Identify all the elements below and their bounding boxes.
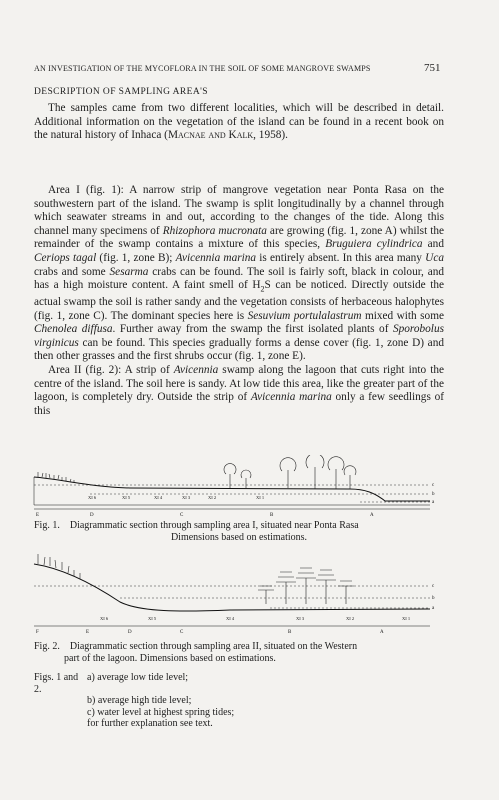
sample-label: XI 5 (122, 495, 131, 500)
zone-label: F (36, 630, 39, 635)
figure-2-label: Fig. 2. (34, 641, 60, 652)
sample-label: XI 6 (88, 495, 97, 500)
level-label-b: b (432, 492, 435, 497)
section-heading: DESCRIPTION OF SAMPLING AREA'S (34, 87, 208, 97)
sample-label: XI 3 (296, 616, 305, 621)
level-label-c: c (432, 584, 435, 589)
zone-label: A (370, 513, 374, 518)
figure-1-label: Fig. 1. (34, 520, 60, 531)
legend-item-a: a) average low tide level; (87, 672, 189, 683)
soil-surface (34, 564, 430, 611)
zone-label: D (128, 630, 132, 635)
figure-2-diagram (30, 540, 450, 638)
legend-item-b: b) average high tide level; (87, 695, 192, 706)
level-label-a: a (432, 606, 435, 611)
zone-label: A (380, 630, 384, 635)
figure-1-caption: Fig. 1. Diagrammatic section through sampling area I, situated near Ponta Rasa Dimensions based on estimations. (34, 520, 359, 543)
zone-label: B (270, 513, 274, 518)
sample-label: XI 2 (346, 616, 355, 621)
sample-label: XI 3 (182, 495, 191, 500)
area1-paragraph: Area I (fig. 1): A narrow strip of mangrove vegetation near Ponta Rasa on the southwestern part of the island. The swamp is split longitudinally by a channel through which seawater streams in and out, according to the changes of the tide. Along this channel many specimens of Rhizophora mucronata are growing (fig. 1, zone A) whilst the remainder of the swamp contains a mixture of this species, Bruguiera cylindrica and Ceriops tagal (fig. 1, zone B); Avicennia marina is entirely absent. In this area many Uca crabs and some Sesarma crabs can be found. The soil is fairly soft, black in colour, and has a high moisture content. A faint smell of $H_2S$ can be noticed. Directly outside the actual swamp the soil is rather sandy and the vegetation consists of herbaceous halophytes (fig. 1, zone C). The dominant species here is Sesuvium portulalastrum mixed with some Chenolea diffusa. Further away from the swamp the first isolated plants of Sporobolus virginicus can be found. This species gradually forms a dense cover (fig. 1, zone D) and then other grasses and the first shrubs occur (fig. 1, zone E). Area II (fig. 2): A strip of Avicennia swamp along the lagoon that cuts right into the centre of the island. The soil here is sandy. At low tide this area, like the greater part of the lagoon, is completely dry. Outside the strip of Avicennia marina only a few seedlings of this (34, 184, 445, 417)
page-number: 751 (424, 62, 441, 74)
level-label-b: b (432, 596, 435, 601)
zone-label: B (288, 630, 292, 635)
figure-1-diagram (30, 455, 450, 520)
level-label-c: c (432, 483, 435, 488)
avicennia-trees (258, 568, 354, 604)
author-citation: Macnae and Kalk (167, 129, 254, 142)
sample-label: XI 1 (402, 616, 411, 621)
figure-legend (34, 672, 444, 730)
sample-label: XI 4 (226, 616, 235, 621)
zone-label: D (90, 513, 94, 518)
zone-label: E (36, 513, 40, 518)
zone-label: E (86, 630, 90, 635)
sample-label: XI 4 (154, 495, 163, 500)
mangrove-trees (224, 455, 356, 489)
running-title: AN INVESTIGATION OF THE MYCOFLORA IN THE SOIL OF SOME MANGROVE SWAMPS (34, 64, 371, 73)
legend-prefix: Figs. 1 and 2. (34, 672, 79, 695)
zone-label: C (180, 513, 184, 518)
figure-2-caption: Fig. 2. Diagrammatic section through sampling area II, situated on the Western part of the lagoon. Dimensions based on estimations. (34, 641, 358, 664)
sample-label: XI 2 (208, 495, 217, 500)
sample-label: XI 1 (256, 495, 265, 500)
legend-note: for further explanation see text. (87, 718, 213, 729)
legend-item-c: c) water level at highest spring tides; (87, 706, 235, 718)
sample-label: XI 6 (100, 616, 109, 621)
level-label-a: a (432, 500, 435, 505)
sample-label: XI 5 (148, 616, 157, 621)
intro-paragraph: The samples came from two different localities, which will be described in detail. Additional information on the vegetation of the island can be found in a recent book on the natural history of Inhaca (Macnae and Kalk, 1958). (34, 102, 444, 142)
zone-label: C (180, 630, 184, 635)
